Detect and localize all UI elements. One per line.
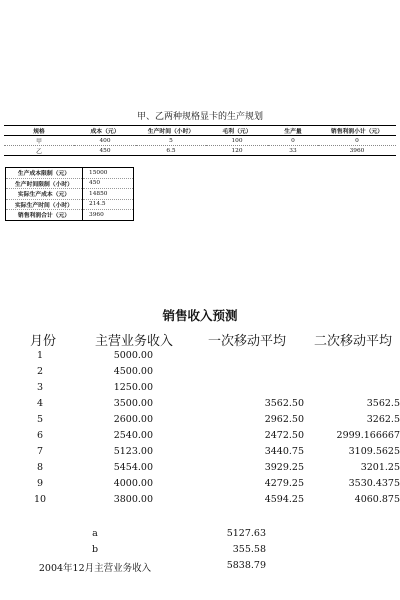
column-header: 销售利润小计（元） <box>318 126 396 136</box>
month-cell: 6 <box>36 430 44 441</box>
production-plan-title: 甲、乙两种规格显卡的生产规划 <box>136 112 263 122</box>
coefficient-value: 5127.63 <box>226 528 266 539</box>
ma2-cell: 3562.5 <box>366 398 400 409</box>
table-cell: 乙 <box>4 146 74 156</box>
revenue-cell: 5123.00 <box>113 446 153 457</box>
revenue-cell: 4000.00 <box>113 478 153 489</box>
month-header: 月份 <box>30 334 57 349</box>
revenue-cell: 3800.00 <box>113 494 153 505</box>
ma1-cell: 3929.25 <box>264 462 304 473</box>
constraint-label: 销售利润合计（元） <box>6 210 83 221</box>
coefficient-label: b <box>91 544 99 555</box>
table-row <box>4 146 396 156</box>
ma2-cell: 3201.25 <box>360 462 400 473</box>
month-cell: 8 <box>36 462 44 473</box>
month-cell: 4 <box>36 398 44 409</box>
table-row <box>6 178 134 189</box>
table-cell: 450 <box>74 146 136 156</box>
column-header: 生产时间（小时） <box>136 126 206 136</box>
table-row <box>6 199 134 210</box>
column-header: 毛利（元） <box>206 126 268 136</box>
table-cell: 33 <box>268 146 318 156</box>
table-cell: 5 <box>136 136 206 146</box>
forecast-row <box>0 382 400 398</box>
month-cell: 9 <box>36 478 44 489</box>
revenue-cell: 2600.00 <box>113 414 153 425</box>
ma2-cell: 3530.4375 <box>348 478 400 489</box>
ma1-cell: 3440.75 <box>264 446 304 457</box>
month-cell: 10 <box>33 494 47 505</box>
ma2-cell: 2999.166667 <box>336 430 400 441</box>
column-header: 生产量 <box>268 126 318 136</box>
forecast-row <box>0 478 400 494</box>
ma2-cell: 3109.5625 <box>348 446 400 457</box>
revenue-cell: 5000.00 <box>113 350 153 361</box>
revenue-cell: 1250.00 <box>113 382 153 393</box>
moving-average-2-header: 二次移动平均 <box>314 334 393 349</box>
constraint-label: 实际生产时间（小时） <box>6 199 83 210</box>
forecast-result-label: 2004年12月主营业务收入 <box>38 563 152 574</box>
table-cell: 100 <box>206 136 268 146</box>
constraint-label: 实际生产成本（元） <box>6 189 83 200</box>
ma2-cell: 3262.5 <box>366 414 400 425</box>
constraints-table <box>5 167 134 221</box>
constraint-label: 生产时间限制（小时） <box>6 178 83 189</box>
month-cell: 1 <box>36 350 44 361</box>
ma1-cell: 4279.25 <box>264 478 304 489</box>
table-cell: 400 <box>74 136 136 146</box>
ma1-cell: 2962.50 <box>264 414 304 425</box>
forecast-row <box>0 430 400 446</box>
table-cell: 甲 <box>4 136 74 146</box>
constraint-value: 3960 <box>89 211 104 218</box>
constraint-value: 14850 <box>83 189 134 200</box>
forecast-row <box>0 366 400 382</box>
moving-average-1-header: 一次移动平均 <box>208 334 287 349</box>
month-cell: 7 <box>36 446 44 457</box>
table-header-row <box>4 126 396 136</box>
production-plan-table <box>4 125 396 156</box>
column-header: 成本（元） <box>74 126 136 136</box>
table-row <box>6 210 134 221</box>
revenue-cell: 2540.00 <box>113 430 153 441</box>
forecast-result-value: 5838.79 <box>226 560 266 571</box>
forecast-row <box>0 462 400 478</box>
ma2-cell: 4060.875 <box>354 494 400 505</box>
revenue-header: 主营业务收入 <box>95 334 174 349</box>
revenue-cell: 4500.00 <box>113 366 153 377</box>
column-header: 规格 <box>4 126 74 136</box>
forecast-row <box>0 446 400 462</box>
constraint-label: 生产成本限制（元） <box>6 168 83 179</box>
revenue-cell: 5454.00 <box>113 462 153 473</box>
ma1-cell: 3562.50 <box>264 398 304 409</box>
revenue-cell: 3500.00 <box>113 398 153 409</box>
month-cell: 2 <box>36 366 44 377</box>
forecast-row <box>0 414 400 430</box>
month-cell: 5 <box>36 414 44 425</box>
forecast-row <box>0 398 400 414</box>
coefficient-label: a <box>92 528 98 539</box>
constraint-value: 450 <box>83 178 134 189</box>
table-row <box>4 136 396 146</box>
table-row <box>6 168 134 179</box>
table-row <box>6 189 134 200</box>
table-cell: 0 <box>268 136 318 146</box>
ma1-cell: 2472.50 <box>264 430 304 441</box>
table-cell: 120 <box>206 146 268 156</box>
constraint-value: 15000 <box>83 168 134 179</box>
month-cell: 3 <box>36 382 44 393</box>
table-cell: 0 <box>318 136 396 146</box>
sales-forecast-title: 销售收入预测 <box>162 308 238 323</box>
forecast-row <box>0 350 400 366</box>
table-cell: 3960 <box>318 146 396 156</box>
constraint-value: 214.5 <box>83 199 134 210</box>
ma1-cell: 4594.25 <box>264 494 304 505</box>
coefficient-value: 355.58 <box>232 544 266 555</box>
forecast-row <box>0 494 400 510</box>
table-cell: 6.5 <box>136 146 206 156</box>
